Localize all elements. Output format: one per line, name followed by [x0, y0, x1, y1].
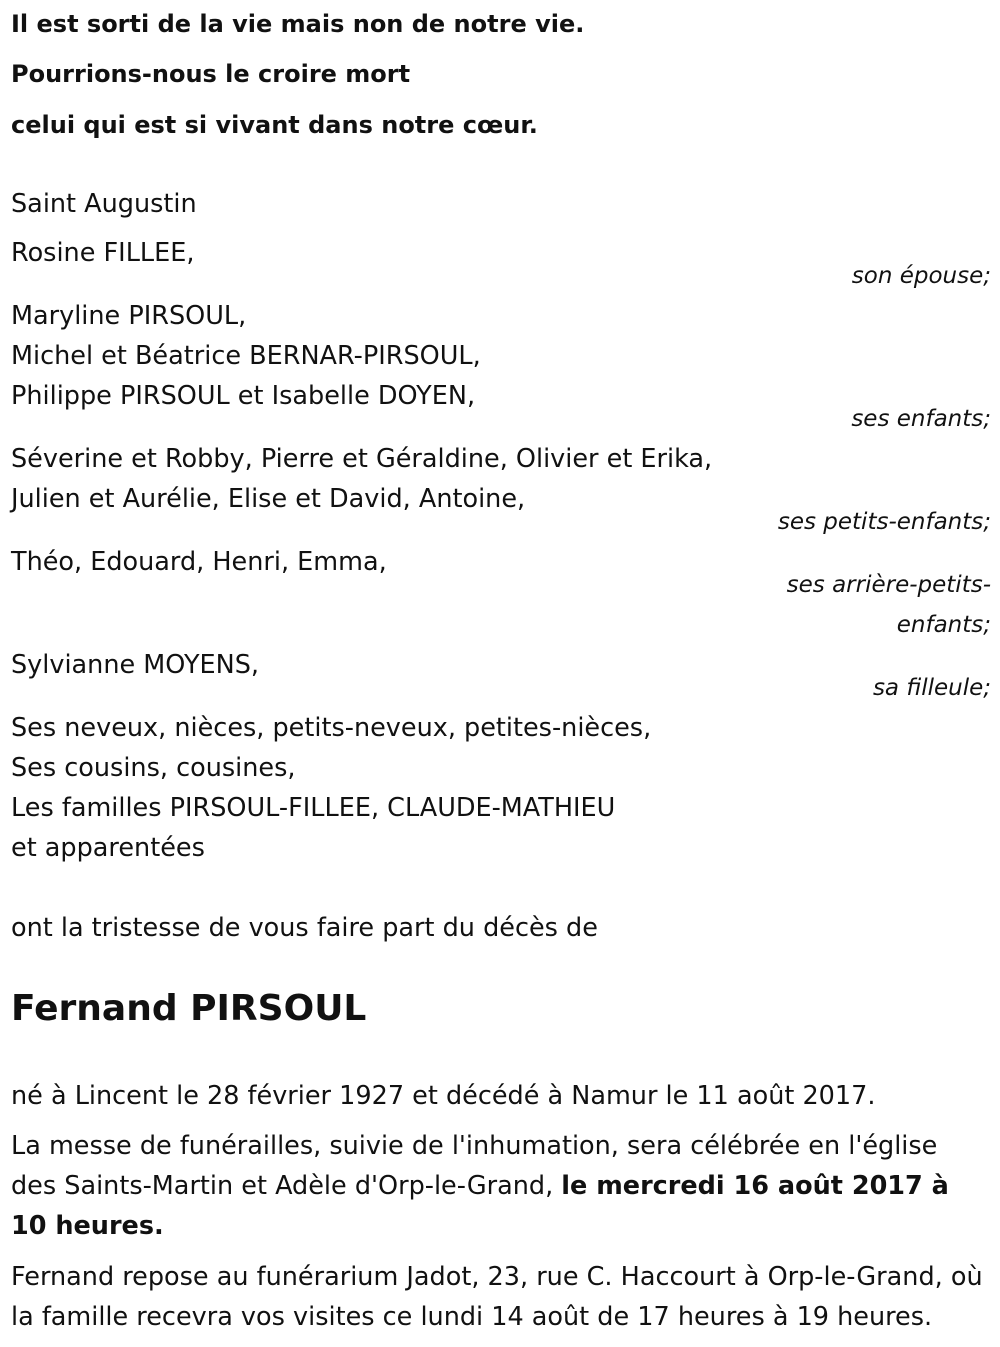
relation-label: ses arrière-petits- — [786, 572, 991, 598]
quote-line: Il est sorti de la vie mais non de notre vie. — [11, 10, 585, 38]
family-name-line: Sylvianne MOYENS, — [11, 650, 260, 680]
family-name-line: Ses neveux, nièces, petits-neveux, petites-nièces, — [11, 713, 652, 743]
quote-author: Saint Augustin — [11, 189, 197, 219]
quote-line: Pourrions-nous le croire mort — [11, 60, 411, 88]
relation-label: son épouse; — [851, 263, 991, 289]
funeral-date: le mercredi 16 août 2017 à 10 heures. — [11, 1171, 949, 1241]
relation-label: sa filleule; — [872, 675, 991, 701]
quote-line: celui qui est si vivant dans notre cœur. — [11, 111, 538, 139]
family-name-line: Les familles PIRSOUL-FILLEE, CLAUDE-MATHIEU — [11, 793, 616, 823]
family-name-line: Séverine et Robby, Pierre et Géraldine, Olivier et Erika, — [11, 444, 713, 474]
announcement-text: ont la tristesse de vous faire part du décès de — [11, 913, 598, 943]
relation-label: ses enfants; — [851, 406, 991, 432]
relation-label: ses petits-enfants; — [777, 509, 991, 535]
family-name-line: Théo, Edouard, Henri, Emma, — [11, 547, 387, 577]
family-name-line: Ses cousins, cousines, — [11, 753, 296, 783]
family-name-line: Philippe PIRSOUL et Isabelle DOYEN, — [11, 381, 476, 411]
family-name-line: Julien et Aurélie, Elise et David, Antoine, — [11, 484, 526, 514]
relation-label: enfants; — [896, 612, 991, 638]
visitation-paragraph: Fernand repose au funérarium Jadot, 23, rue C. Haccourt à Orp-le-Grand, où la famille recevra vos visites ce lundi 14 août de 17 heures à 19 heures. — [11, 1262, 983, 1332]
family-name-line: Michel et Béatrice BERNAR-PIRSOUL, — [11, 341, 481, 371]
family-name-line: Maryline PIRSOUL, — [11, 301, 247, 331]
funeral-paragraph — [11, 1126, 986, 1246]
deceased-name: Fernand PIRSOUL — [11, 988, 367, 1029]
family-name-line: Rosine FILLEE, — [11, 238, 195, 268]
funeral-text: La messe de funérailles, suivie de l'inhumation, sera célébrée en l'église des Saints-Martin et Adèle d'Orp-le-Grand, — [11, 1131, 938, 1201]
family-name-line: et apparentées — [11, 833, 205, 863]
birth-death-text: né à Lincent le 28 février 1927 et décédé à Namur le 11 août 2017. — [11, 1081, 876, 1111]
